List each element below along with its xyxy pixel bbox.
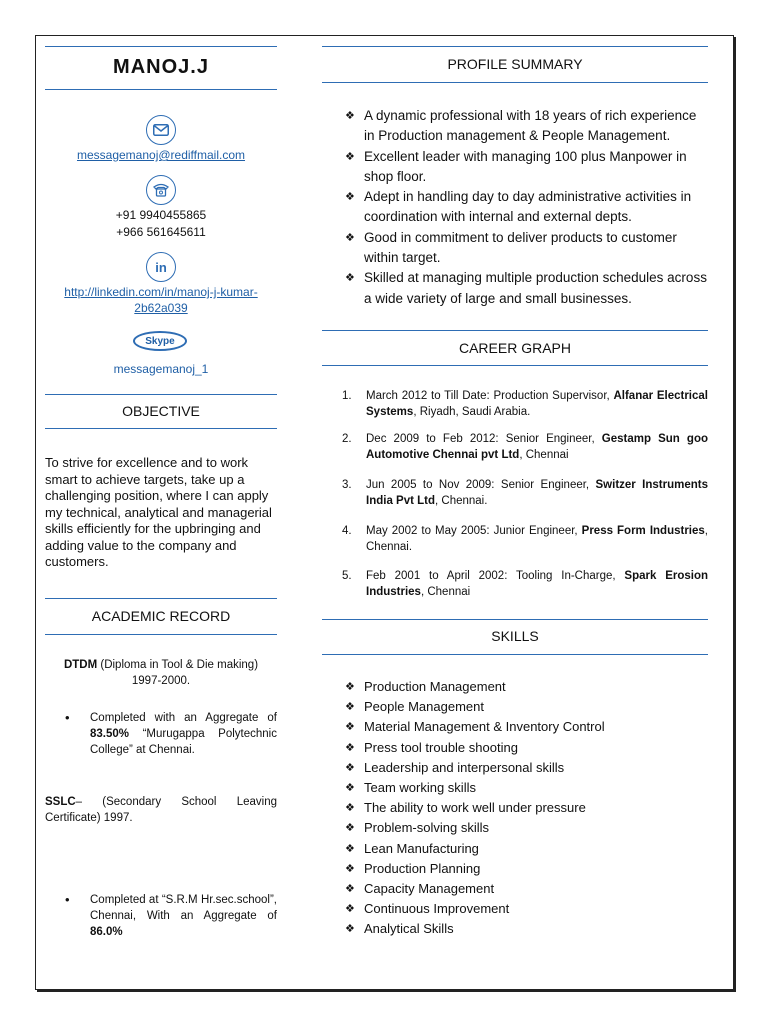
skill-item: ❖ Leadership and interpersonal skills [342, 758, 708, 778]
divider [45, 89, 277, 90]
career-graph-heading: CAREER GRAPH [458, 340, 572, 356]
career-item-period-role: Feb 2001 to April 2002: Tooling In-Charge, [366, 570, 625, 582]
career-item-period-role: Jun 2005 to Nov 2009: Senior Engineer, [366, 479, 596, 491]
profile-item: ❖ A dynamic professional with 18 years of rich experience in Production management & People Management. [342, 106, 708, 147]
divider [45, 428, 277, 429]
career-item-company: Switzer Instruments India Pvt Ltd [366, 479, 708, 507]
skill-item: ❖ Capacity Management [342, 879, 708, 899]
phone-number-saudi[interactable]: +966 561645611 [116, 224, 206, 239]
skill-item: ❖ Continuous Improvement [342, 899, 708, 919]
candidate-name: MANOJ.J [113, 56, 209, 78]
dtdm-label: DTDM [63, 659, 98, 671]
skills-heading: SKILLS [491, 628, 539, 644]
profile-summary-list [342, 106, 708, 309]
divider [322, 46, 708, 47]
career-item-company: Gestamp Sun goo Automotive Chennai pvt Ltd [366, 433, 708, 461]
profile-item: ❖ Adept in handling day to day administrative activities in coordination with internal and external depts. [342, 187, 708, 228]
skill-item: ❖ Production Planning [342, 859, 708, 879]
skill-item: ❖ Production Management [342, 677, 708, 697]
profile-summary-heading: PROFILE SUMMARY [447, 56, 583, 72]
skill-item: ❖ People Management [342, 697, 708, 717]
academic-heading: ACADEMIC RECORD [91, 608, 231, 624]
career-item-company: Press Form Industries [581, 525, 705, 537]
career-item-location: , Chennai. [366, 525, 708, 553]
skills-list [342, 677, 708, 940]
sslc-entry [45, 794, 277, 826]
linkedin-link-continued[interactable]: 2b62a039 [134, 301, 188, 315]
dtdm-bullet-college: “Murugappa Polytechnic College” at Chennai. [90, 728, 277, 756]
skill-item: ❖ The ability to work well under pressure [342, 798, 708, 818]
divider [45, 394, 277, 395]
career-item-number: 2. [342, 433, 352, 445]
linkedin-icon: in [146, 252, 176, 282]
dtdm-score: 83.50% [90, 728, 130, 740]
dtdm-bullet [45, 710, 277, 758]
linkedin-link[interactable]: http://linkedin.com/in/manoj-j-kumar- [64, 285, 258, 299]
divider [45, 598, 277, 599]
skill-item: ❖ Analytical Skills [342, 919, 708, 939]
divider [322, 654, 708, 655]
career-item-number: 5. [342, 570, 352, 582]
career-item [342, 523, 708, 555]
objective-heading: OBJECTIVE [122, 403, 200, 419]
skill-item: ❖ Lean Manufacturing [342, 839, 708, 859]
divider [322, 619, 708, 620]
career-item-number: 1. [342, 390, 352, 402]
email-link[interactable]: messagemanoj@rediffmail.com [76, 148, 246, 162]
skype-id[interactable]: messagemanoj_1 [113, 362, 209, 376]
career-item-period-role: May 2002 to May 2005: Junior Engineer, [366, 525, 582, 537]
dtdm-entry [45, 657, 277, 689]
career-item [342, 388, 708, 420]
sslc-description: – (Secondary School Leaving Certificate) 1997. [45, 796, 277, 824]
skill-item: ❖ Material Management & Inventory Control [342, 717, 708, 737]
career-item-company: Alfanar Electrical Systems [366, 390, 708, 418]
objective-text: To strive for excellence and to work smart to achieve targets, take up a challenging position, where I can apply my technical, analytical and managerial skills efficiently for the upbringing and adding value to the company and customers. [45, 455, 272, 569]
career-item-number: 4. [342, 525, 352, 537]
sslc-bullet [45, 892, 277, 940]
dtdm-description: (Diploma in Tool & Die making) [97, 659, 259, 671]
envelope-icon [146, 115, 176, 145]
profile-item: ❖ Excellent leader with managing 100 plus Manpower in shop floor. [342, 147, 708, 188]
career-list [342, 388, 708, 600]
profile-item: ❖ Good in commitment to deliver products to customer within target. [342, 228, 708, 269]
career-item [342, 568, 708, 600]
dtdm-bullet-text: Completed with an Aggregate of [90, 712, 277, 724]
divider [322, 365, 708, 366]
career-item [342, 477, 708, 509]
career-item-period-role: March 2012 to Till Date: Production Supervisor, [366, 390, 614, 402]
sslc-bullet-text: Completed at “S.R.M Hr.sec.school”, Chennai, With an Aggregate of [90, 894, 277, 922]
divider [45, 634, 277, 635]
career-item [342, 431, 708, 463]
divider [45, 46, 277, 47]
profile-item: ❖ Skilled at managing multiple production schedules across a wide variety of large and small businesses. [342, 268, 708, 309]
career-item-number: 3. [342, 479, 352, 491]
telephone-icon [146, 175, 176, 205]
skype-badge: Skype [133, 331, 187, 351]
career-item-company: Spark Erosion Industries [366, 570, 709, 598]
skill-item: ❖ Team working skills [342, 778, 708, 798]
career-item-location: , Chennai [420, 586, 471, 598]
divider [322, 330, 708, 331]
skill-item: ❖ Press tool trouble shooting [342, 738, 708, 758]
skill-item: ❖ Problem-solving skills [342, 818, 708, 838]
career-item-location: , Chennai. [435, 495, 488, 507]
career-item-location: , Chennai [519, 449, 569, 461]
sslc-score: 86.0% [90, 926, 123, 938]
phone-number-india[interactable]: +91 9940455865 [115, 208, 207, 222]
sslc-label: SSLC [45, 796, 76, 808]
career-item-location: , Riyadh, Saudi Arabia. [413, 406, 531, 418]
career-item-period-role: Dec 2009 to Feb 2012: Senior Engineer, [366, 433, 602, 445]
divider [322, 82, 708, 83]
dtdm-years: 1997-2000. [131, 675, 191, 687]
